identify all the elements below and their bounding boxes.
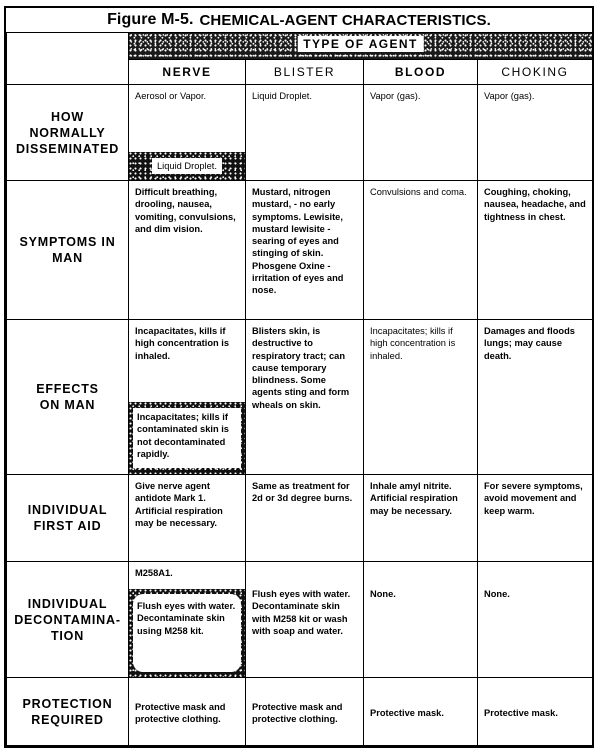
cell-blister-protection — [246, 678, 364, 746]
cell-text: Inhale amyl nitrite. Artificial respiration may be necessary. — [370, 481, 458, 516]
cell-text: Vapor (gas). — [370, 91, 421, 101]
cell-blood-decon — [364, 562, 478, 678]
row-header-line: NORMALLY — [29, 125, 106, 140]
col-blood: BLOOD — [364, 60, 478, 85]
cell-text: Protective mask. — [370, 707, 444, 718]
row-header-line: DISSEMINATED — [15, 141, 120, 156]
cell-text: Aerosol or Vapor. — [135, 91, 207, 101]
cell-text: Mustard, nitrogen mustard, - no early symptoms. Lewisite, mustard lewisite - searing of eyes and stinging of skin. Phosgene Oxine - irritation of eyes and nose. — [252, 187, 344, 296]
col-choking: CHOKING — [478, 60, 593, 85]
cell-choking-symptoms — [478, 181, 593, 320]
stippled-box — [129, 402, 245, 474]
stippled-box-text: Incapacitates; kills if contaminated skin is not decontaminated rapidly. — [133, 408, 241, 468]
row-header-line: INDIVIDUAL — [27, 596, 108, 611]
row-header-protection — [7, 678, 129, 746]
cell-choking-dissemination — [478, 85, 593, 181]
agent-table — [6, 32, 593, 746]
row-header-line: DECONTAMINA- — [14, 612, 121, 627]
cell-nerve-dissemination — [129, 85, 246, 181]
cell-nerve-protection — [129, 678, 246, 746]
cell-text: M258A1. — [135, 568, 173, 578]
figure-title — [6, 8, 592, 32]
cell-text: Difficult breathing, drooling, nausea, vomiting, convulsions, and dim vision. — [135, 187, 236, 234]
row-header-effects — [7, 320, 129, 475]
cell-nerve-symptoms — [129, 181, 246, 320]
cell-blood-effects — [364, 320, 478, 475]
row-header-line: SYMPTOMS IN — [19, 235, 116, 249]
figure-number: Figure M-5. — [107, 11, 194, 28]
cell-text: Protective mask. — [484, 707, 558, 718]
cell-text: Protective mask and protective clothing. — [135, 701, 226, 724]
col-nerve: NERVE — [129, 60, 246, 85]
row-header-line: ON MAN — [39, 398, 96, 412]
row-header-dissemination — [7, 85, 129, 181]
cell-nerve-effects — [129, 320, 246, 475]
cell-text: None. — [484, 589, 510, 599]
col-blister: BLISTER — [246, 60, 364, 85]
cell-text: Liquid Droplet. — [252, 91, 312, 101]
cell-text: Blisters skin, is destructive to respiratory tract; can cause temporary blindness. Some agents sting and form wheals on skin. — [252, 326, 350, 410]
row-header-line: HOW — [51, 109, 84, 124]
cell-blister-dissemination — [246, 85, 364, 181]
cell-text: None. — [370, 589, 396, 599]
type-of-agent-label: TYPE OF AGENT — [297, 36, 423, 52]
cell-text: For severe symptoms, avoid movement and keep warm. — [484, 481, 583, 516]
row-header-line: PROTECTION — [22, 696, 113, 711]
row-header-line: REQUIRED — [31, 712, 104, 727]
row-header-symptoms — [7, 181, 129, 320]
cell-text: Flush eyes with water. Decontaminate skin with M258 kit or wash with soap and water. — [252, 589, 351, 636]
row-header-decon — [7, 562, 129, 678]
row-header-line: MAN — [52, 251, 83, 265]
row-header-line: EFFECTS — [36, 382, 99, 396]
cell-blood-protection — [364, 678, 478, 746]
stippled-box-text: Flush eyes with water. Decontaminate skin using M258 kit. — [133, 594, 241, 672]
row-header-first-aid — [7, 475, 129, 562]
cell-blister-symptoms — [246, 181, 364, 320]
figure-title-text: CHEMICAL-AGENT CHARACTERISTICS. — [199, 11, 491, 29]
cell-text: Damages and floods lungs; may cause death. — [484, 326, 575, 361]
cell-blood-symptoms — [364, 181, 478, 320]
row-header-line: FIRST AID — [33, 519, 102, 533]
cell-choking-first-aid — [478, 475, 593, 562]
cell-blood-first-aid — [364, 475, 478, 562]
cell-text: Coughing, choking, nausea, headache, and tightness in chest. — [484, 187, 586, 222]
cell-text: Same as treatment for 2d or 3d degree burns. — [252, 481, 353, 504]
type-of-agent-band — [129, 33, 593, 60]
stippled-box — [129, 589, 245, 677]
cell-blister-decon — [246, 562, 364, 678]
cell-text: Incapacitates; kills if high concentration is inhaled. — [370, 326, 456, 361]
row-header-line: INDIVIDUAL — [27, 503, 108, 517]
cell-text: Vapor (gas). — [484, 91, 535, 101]
cell-text: Protective mask and protective clothing. — [252, 701, 343, 724]
stippled-box-text: Liquid Droplet. — [152, 158, 222, 174]
cell-blister-first-aid — [246, 475, 364, 562]
cell-text: Incapacitates, kills if high concentration is inhaled. — [135, 326, 230, 361]
row-header-line: TION — [50, 628, 85, 643]
cell-blood-dissemination — [364, 85, 478, 181]
stippled-box — [129, 152, 245, 180]
cell-choking-effects — [478, 320, 593, 475]
cell-choking-decon — [478, 562, 593, 678]
cell-text: Convulsions and coma. — [370, 187, 467, 197]
figure-page — [4, 6, 594, 748]
cell-text: Give nerve agent antidote Mark 1. Artificial respiration may be necessary. — [135, 481, 223, 528]
corner-cell — [7, 33, 129, 85]
cell-blister-effects — [246, 320, 364, 475]
cell-choking-protection — [478, 678, 593, 746]
cell-nerve-decon — [129, 562, 246, 678]
cell-nerve-first-aid — [129, 475, 246, 562]
